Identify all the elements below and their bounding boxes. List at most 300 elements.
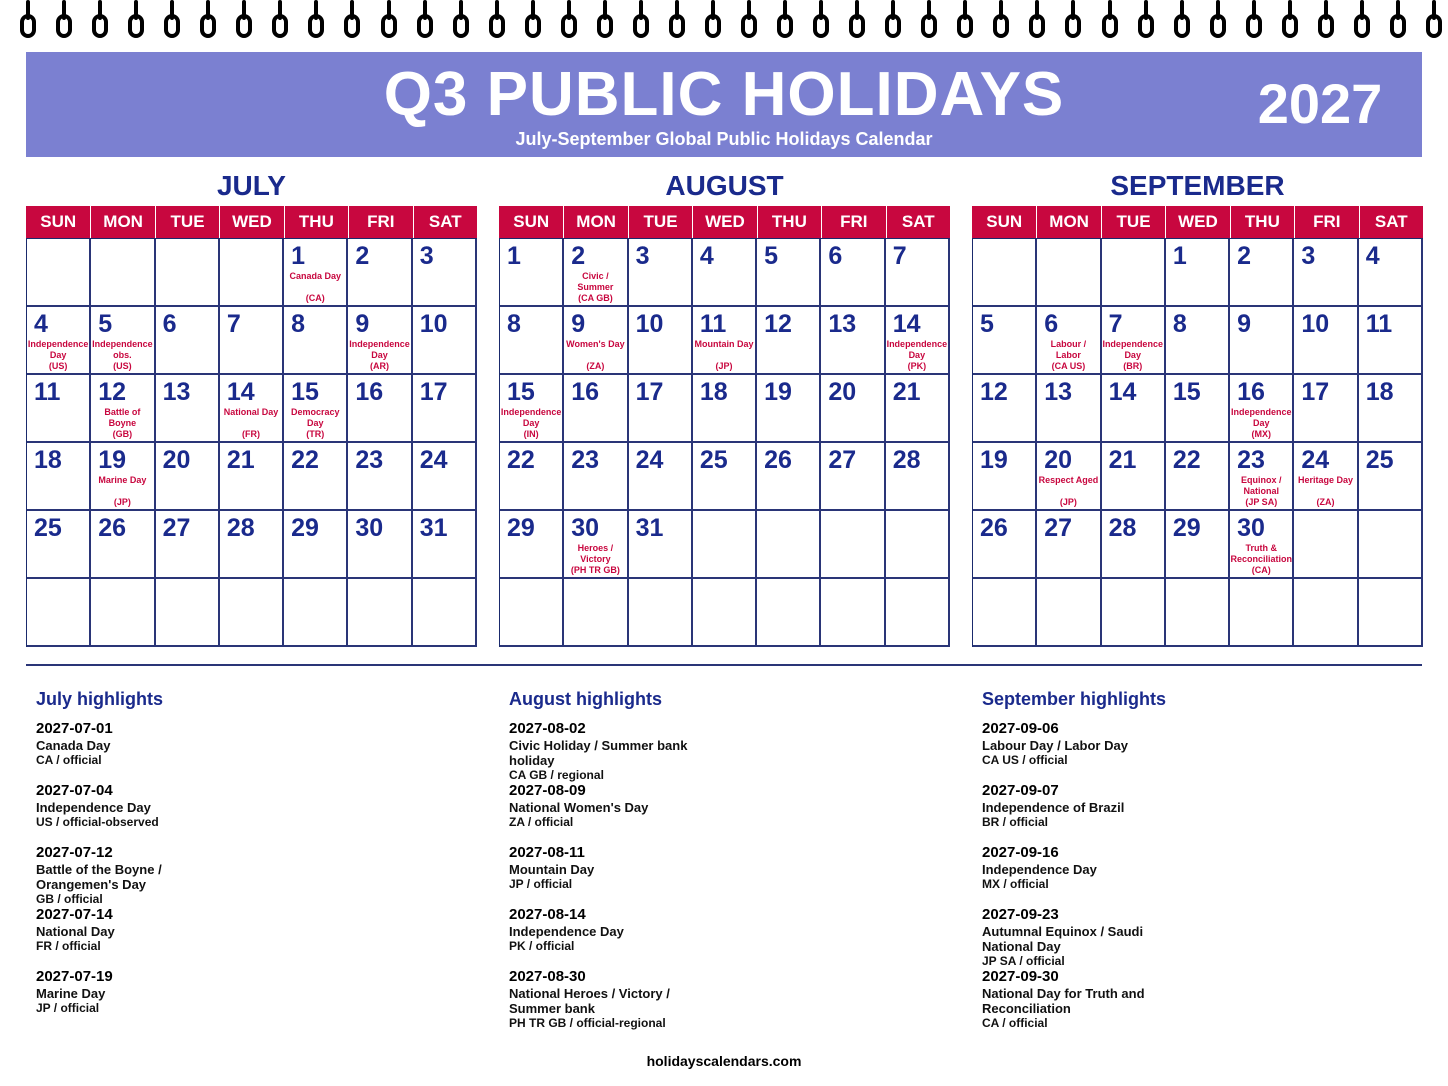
holiday-country-code: (JP) bbox=[1059, 497, 1077, 507]
day-cell bbox=[1294, 307, 1358, 375]
day-number: 12 bbox=[980, 378, 1008, 406]
holiday-country-code: (TR) bbox=[306, 429, 325, 439]
binder-ring-icon bbox=[668, 0, 686, 38]
holiday-name: Independence Day bbox=[1102, 339, 1163, 360]
day-number: 30 bbox=[1237, 514, 1265, 542]
day-number: 8 bbox=[1172, 310, 1187, 338]
holiday-country-code: (ZA) bbox=[586, 361, 605, 371]
day-cell bbox=[348, 375, 412, 443]
week-row bbox=[27, 443, 477, 511]
day-grid bbox=[499, 238, 950, 647]
holiday-name: Marine Day bbox=[98, 475, 147, 485]
weekday-label: MON bbox=[563, 206, 627, 238]
highlight-meta: CA US / official bbox=[982, 753, 1068, 767]
day-cell bbox=[500, 239, 564, 307]
day-number: 22 bbox=[507, 446, 535, 474]
highlight-name: Civic Holiday / Summer bank holiday bbox=[509, 738, 688, 768]
empty-day-cell bbox=[1102, 239, 1166, 307]
highlight-name: Labour Day / Labor Day bbox=[982, 738, 1128, 753]
day-cell bbox=[284, 511, 348, 579]
week-row bbox=[27, 511, 477, 579]
day-number: 27 bbox=[828, 446, 857, 474]
day-cell bbox=[973, 511, 1037, 579]
day-number: 3 bbox=[1301, 242, 1316, 270]
week-row bbox=[973, 579, 1423, 647]
highlight-name: Independence Day bbox=[982, 862, 1097, 877]
day-cell bbox=[348, 307, 412, 375]
highlight-item bbox=[982, 720, 1402, 782]
day-number: 25 bbox=[34, 514, 62, 542]
highlight-item bbox=[509, 720, 929, 782]
binder-ring-icon bbox=[271, 0, 289, 38]
highlight-date: 2027-08-02 bbox=[509, 720, 586, 737]
day-cell bbox=[1166, 511, 1230, 579]
day-cell bbox=[1294, 239, 1358, 307]
highlight-name: Canada Day bbox=[36, 738, 111, 753]
holiday-country-code: (JP) bbox=[715, 361, 733, 371]
highlight-meta: CA / official bbox=[982, 1016, 1048, 1030]
day-number: 29 bbox=[291, 514, 319, 542]
binder-ring-icon bbox=[524, 0, 542, 38]
day-number: 8 bbox=[507, 310, 521, 338]
day-cell bbox=[1230, 375, 1294, 443]
month-name: AUGUST bbox=[665, 170, 784, 201]
highlight-meta: JP SA / official bbox=[982, 954, 1065, 968]
binder-ring-icon bbox=[596, 0, 614, 38]
highlight-meta: CA GB / regional bbox=[509, 768, 604, 782]
holiday-country-code: (JP) bbox=[113, 497, 131, 507]
day-cell bbox=[220, 511, 284, 579]
holiday-name: Heroes / Victory bbox=[577, 543, 614, 564]
highlight-date: 2027-09-06 bbox=[982, 720, 1059, 737]
week-row bbox=[500, 511, 950, 579]
highlight-meta: JP / official bbox=[36, 1001, 100, 1015]
weekday-label: SUN bbox=[513, 212, 550, 231]
day-cell bbox=[284, 375, 348, 443]
day-number: 23 bbox=[355, 446, 384, 474]
highlight-meta: ZA / official bbox=[509, 815, 574, 829]
highlight-name: National Day bbox=[36, 924, 115, 939]
empty-day-cell bbox=[886, 579, 950, 647]
day-number: 18 bbox=[34, 446, 62, 474]
day-number: 7 bbox=[892, 242, 907, 270]
binder-ring-icon bbox=[1209, 0, 1227, 38]
binder-ring-icon bbox=[848, 0, 866, 38]
day-number: 9 bbox=[571, 310, 586, 338]
week-row bbox=[973, 239, 1423, 307]
empty-day-cell bbox=[284, 579, 348, 647]
day-cell bbox=[1359, 443, 1423, 511]
weekday-label: SUN bbox=[986, 212, 1023, 231]
day-cell bbox=[886, 375, 950, 443]
weekday-label: WED bbox=[692, 206, 756, 238]
day-number: 26 bbox=[98, 514, 127, 542]
day-cell bbox=[500, 511, 564, 579]
empty-day-cell bbox=[91, 579, 155, 647]
weekday-label: THU bbox=[757, 206, 821, 238]
day-cell bbox=[156, 443, 220, 511]
holiday-country-code: (US) bbox=[48, 361, 68, 371]
day-number: 10 bbox=[635, 310, 664, 338]
highlight-item bbox=[509, 844, 929, 906]
day-cell bbox=[821, 307, 885, 375]
day-cell bbox=[91, 443, 155, 511]
binder-ring-icon bbox=[307, 0, 325, 38]
empty-day-cell bbox=[757, 511, 821, 579]
day-number: 30 bbox=[571, 514, 600, 542]
highlight-meta: MX / official bbox=[982, 877, 1049, 891]
highlight-name: National Day for Truth and Reconciliation bbox=[982, 986, 1145, 1016]
day-number: 6 bbox=[828, 242, 843, 270]
day-cell bbox=[156, 375, 220, 443]
day-number: 5 bbox=[980, 310, 994, 338]
day-number: 9 bbox=[1237, 310, 1252, 338]
highlight-date: 2027-07-04 bbox=[36, 782, 113, 799]
day-cell bbox=[821, 375, 885, 443]
day-cell bbox=[500, 307, 564, 375]
day-cell bbox=[973, 443, 1037, 511]
highlight-date: 2027-09-07 bbox=[982, 782, 1059, 799]
holiday-country-code: (JP SA) bbox=[1245, 497, 1278, 507]
holiday-name: Equinox / National bbox=[1241, 475, 1282, 496]
day-cell bbox=[1359, 239, 1423, 307]
day-cell bbox=[1230, 511, 1294, 579]
holiday-country-code: (PH TR GB) bbox=[570, 565, 620, 575]
day-number: 18 bbox=[1365, 378, 1394, 406]
day-number: 25 bbox=[1365, 446, 1394, 474]
highlight-name: Mountain Day bbox=[509, 862, 595, 877]
weekday-label: FRI bbox=[821, 206, 885, 238]
day-cell bbox=[757, 307, 821, 375]
holiday-name: Labour / Labor bbox=[1050, 339, 1087, 360]
holiday-country-code: (CA US) bbox=[1051, 361, 1086, 371]
weekday-header bbox=[499, 206, 950, 238]
empty-day-cell bbox=[1102, 579, 1166, 647]
empty-day-cell bbox=[27, 579, 91, 647]
day-cell bbox=[220, 443, 284, 511]
holiday-name: Heritage Day bbox=[1298, 475, 1354, 485]
month-name: JULY bbox=[216, 170, 286, 201]
week-row bbox=[973, 375, 1423, 443]
binder-ring-icon bbox=[560, 0, 578, 38]
day-number: 11 bbox=[699, 310, 727, 338]
weekday-label: THU bbox=[1230, 206, 1294, 238]
day-cell bbox=[564, 511, 628, 579]
empty-day-cell bbox=[27, 239, 91, 307]
day-cell bbox=[413, 375, 477, 443]
month-calendar-september bbox=[972, 168, 1423, 647]
day-number: 11 bbox=[1365, 310, 1393, 338]
empty-day-cell bbox=[413, 579, 477, 647]
day-cell bbox=[886, 307, 950, 375]
holiday-country-code: (PK) bbox=[907, 361, 927, 371]
day-cell bbox=[413, 511, 477, 579]
day-number: 17 bbox=[635, 378, 664, 406]
day-number: 10 bbox=[1301, 310, 1330, 338]
day-cell bbox=[220, 375, 284, 443]
day-cell bbox=[564, 375, 628, 443]
day-cell bbox=[27, 443, 91, 511]
highlights-title: August highlights bbox=[509, 689, 662, 709]
day-number: 2 bbox=[571, 242, 586, 270]
highlight-date: 2027-08-09 bbox=[509, 782, 586, 799]
binder-ring-icon bbox=[19, 0, 37, 38]
empty-day-cell bbox=[348, 579, 412, 647]
highlight-item bbox=[509, 782, 929, 844]
weekday-label: MON bbox=[1036, 206, 1100, 238]
day-grid bbox=[26, 238, 477, 647]
day-cell bbox=[693, 239, 757, 307]
day-number: 1 bbox=[1172, 242, 1187, 270]
holiday-name: Democracy Day bbox=[291, 407, 340, 428]
binder-ring-icon bbox=[488, 0, 506, 38]
highlight-name: National Heroes / Victory / Summer bank bbox=[509, 986, 670, 1016]
empty-day-cell bbox=[156, 579, 220, 647]
day-cell bbox=[500, 375, 564, 443]
empty-day-cell bbox=[1037, 579, 1101, 647]
day-cell bbox=[1102, 307, 1166, 375]
weekday-label: TUE bbox=[155, 206, 219, 238]
highlight-name: Battle of the Boyne / Orangemen's Day bbox=[36, 862, 162, 892]
holiday-name: Mountain Day bbox=[694, 339, 754, 349]
day-cell bbox=[1166, 239, 1230, 307]
holiday-country-code: (CA) bbox=[305, 293, 325, 303]
day-number: 13 bbox=[1044, 378, 1073, 406]
binder-ring-icon bbox=[1281, 0, 1299, 38]
day-cell bbox=[1230, 239, 1294, 307]
day-number: 21 bbox=[226, 446, 255, 474]
binder-ring-icon bbox=[127, 0, 145, 38]
day-cell bbox=[629, 511, 693, 579]
month-calendar-july bbox=[26, 168, 477, 647]
day-number: 19 bbox=[980, 446, 1008, 474]
footer-site[interactable]: holidayscalendars.com bbox=[646, 1053, 802, 1069]
empty-day-cell bbox=[91, 239, 155, 307]
holiday-country-code: (CA GB) bbox=[578, 293, 613, 303]
holiday-country-code: (ZA) bbox=[1316, 497, 1335, 507]
day-number: 21 bbox=[892, 378, 921, 406]
day-number: 16 bbox=[1237, 378, 1265, 406]
holiday-name: Truth & Reconciliation bbox=[1230, 543, 1293, 564]
day-number: 4 bbox=[699, 242, 714, 270]
highlight-date: 2027-07-14 bbox=[36, 906, 113, 923]
highlight-item bbox=[982, 782, 1402, 844]
binder-ring-icon bbox=[1101, 0, 1119, 38]
binder-ring-icon bbox=[704, 0, 722, 38]
day-cell bbox=[1294, 443, 1358, 511]
highlight-date: 2027-07-19 bbox=[36, 968, 113, 985]
day-cell bbox=[156, 307, 220, 375]
binder-ring-icon bbox=[343, 0, 361, 38]
holiday-name: Canada Day bbox=[289, 271, 342, 281]
day-cell bbox=[27, 511, 91, 579]
day-number: 4 bbox=[34, 310, 48, 338]
binder-ring-icon bbox=[380, 0, 398, 38]
weekday-label: SAT bbox=[413, 206, 477, 238]
day-cell bbox=[500, 443, 564, 511]
day-number: 22 bbox=[1172, 446, 1201, 474]
day-cell bbox=[693, 443, 757, 511]
highlight-item bbox=[509, 968, 929, 1030]
holiday-country-code: (MX) bbox=[1251, 429, 1272, 439]
highlight-item bbox=[982, 968, 1402, 1030]
day-cell bbox=[91, 307, 155, 375]
day-number: 15 bbox=[507, 378, 535, 406]
binder-ring-icon bbox=[812, 0, 830, 38]
day-cell bbox=[886, 239, 950, 307]
empty-day-cell bbox=[1037, 239, 1101, 307]
binder-ring-icon bbox=[55, 0, 73, 38]
day-number: 5 bbox=[98, 310, 113, 338]
empty-day-cell bbox=[220, 239, 284, 307]
day-cell bbox=[973, 375, 1037, 443]
day-number: 14 bbox=[226, 378, 255, 406]
binder-ring-icon bbox=[452, 0, 470, 38]
month-name: SEPTEMBER bbox=[1110, 170, 1285, 201]
holiday-country-code: (FR) bbox=[241, 429, 260, 439]
day-number: 24 bbox=[635, 446, 664, 474]
highlight-item bbox=[36, 720, 456, 782]
day-cell bbox=[821, 239, 885, 307]
day-number: 12 bbox=[764, 310, 792, 338]
weekday-header bbox=[26, 206, 477, 238]
highlight-name: Autumnal Equinox / Saudi National Day bbox=[982, 924, 1144, 954]
day-cell bbox=[284, 307, 348, 375]
day-number: 20 bbox=[1044, 446, 1073, 474]
binder-ring-icon bbox=[1064, 0, 1082, 38]
day-cell bbox=[757, 443, 821, 511]
day-number: 13 bbox=[828, 310, 857, 338]
day-number: 26 bbox=[764, 446, 792, 474]
week-row bbox=[27, 375, 477, 443]
weekday-header bbox=[972, 206, 1423, 238]
holiday-country-code: (AR) bbox=[370, 361, 390, 371]
highlight-item bbox=[36, 782, 456, 844]
day-number: 29 bbox=[1172, 514, 1201, 542]
day-cell bbox=[284, 443, 348, 511]
day-cell bbox=[27, 375, 91, 443]
highlight-name: National Women's Day bbox=[509, 800, 649, 815]
highlight-name: Independence Day bbox=[36, 800, 151, 815]
holiday-country-code: (GB) bbox=[112, 429, 133, 439]
day-cell bbox=[348, 443, 412, 511]
day-cell bbox=[629, 239, 693, 307]
week-row bbox=[973, 511, 1423, 579]
binder-ring-icon bbox=[776, 0, 794, 38]
binder-ring-icon bbox=[956, 0, 974, 38]
binder-ring-icon bbox=[1353, 0, 1371, 38]
binder-ring-icon bbox=[1317, 0, 1335, 38]
page-title: Q3 PUBLIC HOLIDAYS bbox=[383, 60, 1065, 129]
weekday-label: SUN bbox=[40, 212, 77, 231]
binder-rings bbox=[0, 0, 1448, 44]
holiday-country-code: (IN) bbox=[523, 429, 539, 439]
holiday-name: Women's Day bbox=[566, 339, 625, 349]
day-number: 2 bbox=[355, 242, 370, 270]
day-cell bbox=[348, 511, 412, 579]
day-number: 10 bbox=[419, 310, 448, 338]
day-number: 17 bbox=[1301, 378, 1330, 406]
holiday-name: Independence Day bbox=[886, 339, 948, 360]
weekday-label: SAT bbox=[1359, 206, 1423, 238]
week-row bbox=[500, 239, 950, 307]
day-cell bbox=[564, 239, 628, 307]
day-number: 1 bbox=[291, 242, 306, 270]
day-number: 7 bbox=[1108, 310, 1123, 338]
week-row bbox=[27, 239, 477, 307]
empty-day-cell bbox=[1166, 579, 1230, 647]
day-cell bbox=[629, 443, 693, 511]
day-number: 24 bbox=[1301, 446, 1330, 474]
page-subtitle: July-September Global Public Holidays Calendar bbox=[515, 129, 933, 149]
empty-day-cell bbox=[220, 579, 284, 647]
holiday-name: Independence Day bbox=[1231, 407, 1292, 428]
weekday-label: MON bbox=[90, 206, 154, 238]
day-cell bbox=[413, 307, 477, 375]
highlights-title: September highlights bbox=[982, 689, 1167, 709]
day-cell bbox=[757, 375, 821, 443]
binder-ring-icon bbox=[1028, 0, 1046, 38]
highlight-date: 2027-08-30 bbox=[509, 968, 586, 985]
highlight-item bbox=[509, 906, 929, 968]
highlight-meta: US / official-observed bbox=[36, 815, 159, 829]
holiday-name: Independence Day bbox=[500, 407, 562, 428]
day-grid bbox=[972, 238, 1423, 647]
day-cell bbox=[348, 239, 412, 307]
day-number: 3 bbox=[635, 242, 650, 270]
binder-ring-icon bbox=[884, 0, 902, 38]
day-number: 26 bbox=[980, 514, 1008, 542]
holiday-country-code: (BR) bbox=[1123, 361, 1143, 371]
day-number: 11 bbox=[34, 378, 61, 406]
day-cell bbox=[1037, 375, 1101, 443]
day-number: 6 bbox=[162, 310, 177, 338]
day-number: 25 bbox=[699, 446, 728, 474]
highlight-date: 2027-07-12 bbox=[36, 844, 113, 861]
holiday-country-code: (US) bbox=[113, 361, 132, 371]
day-number: 28 bbox=[226, 514, 255, 542]
day-number: 23 bbox=[571, 446, 600, 474]
weekday-label: FRI bbox=[1294, 206, 1358, 238]
highlight-item bbox=[982, 906, 1402, 968]
holiday-name: Independence obs. bbox=[92, 339, 153, 360]
weekday-label: WED bbox=[219, 206, 283, 238]
binder-ring-icon bbox=[740, 0, 758, 38]
day-cell bbox=[973, 307, 1037, 375]
highlight-meta: GB / official bbox=[36, 892, 103, 906]
day-number: 19 bbox=[98, 446, 127, 474]
highlights-column bbox=[509, 688, 929, 1030]
day-number: 7 bbox=[226, 310, 241, 338]
empty-day-cell bbox=[1294, 579, 1358, 647]
day-number: 30 bbox=[355, 514, 384, 542]
binder-ring-icon bbox=[91, 0, 109, 38]
day-number: 2 bbox=[1237, 242, 1252, 270]
weekday-label: FRI bbox=[348, 206, 412, 238]
highlight-date: 2027-09-23 bbox=[982, 906, 1059, 923]
day-cell bbox=[693, 307, 757, 375]
binder-ring-icon bbox=[1245, 0, 1263, 38]
section-divider bbox=[26, 664, 1422, 666]
highlight-meta: PH TR GB / official-regional bbox=[509, 1016, 666, 1030]
month-calendar-august bbox=[499, 168, 950, 647]
day-cell bbox=[1294, 375, 1358, 443]
day-number: 12 bbox=[98, 378, 127, 406]
day-number: 13 bbox=[162, 378, 191, 406]
weekday-label: TUE bbox=[628, 206, 692, 238]
holiday-name: Civic / Summer bbox=[577, 271, 614, 292]
day-cell bbox=[220, 307, 284, 375]
